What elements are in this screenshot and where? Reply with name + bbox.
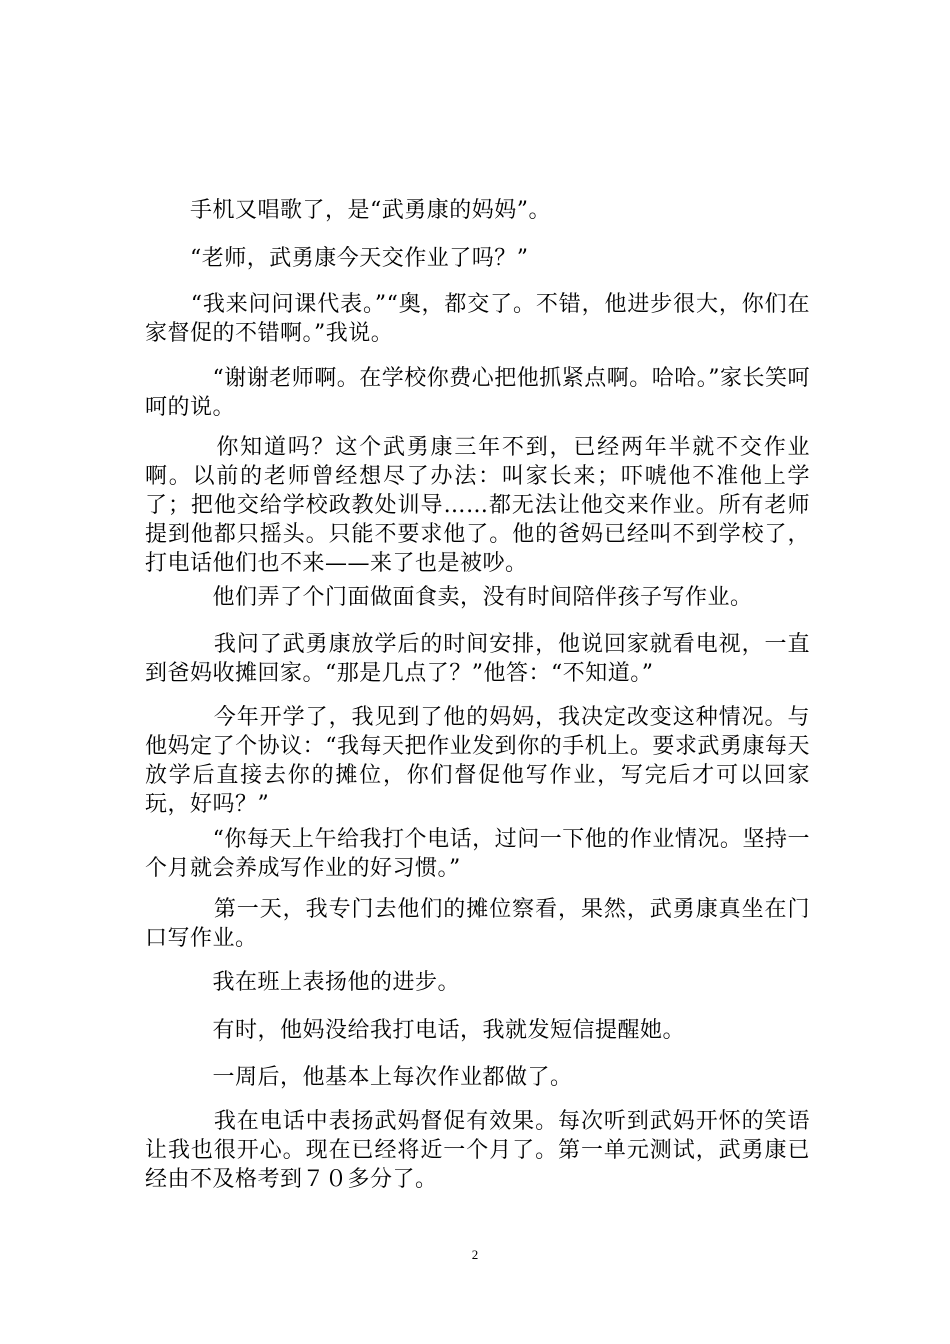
paragraph-11: 我在班上表扬他的进步。	[145, 970, 461, 995]
paragraph-1: 手机又唱歌了，是“武勇康的妈妈”。	[145, 198, 551, 223]
paragraph-10: 第一天，我专门去他们的摊位察看，果然，武勇康真坐在门口写作业。	[145, 897, 810, 951]
paragraph-6: 他们弄了个门面做面食卖，没有时间陪伴孩子写作业。	[145, 585, 753, 610]
paragraph-3: “我来问问课代表。”“奥，都交了。不错，他进步很大，你们在家督促的不错啊。”我说。	[145, 292, 810, 346]
paragraph-5: 你知道吗？这个武勇康三年不到，已经两年半就不交作业啊。以前的老师曾经想尽了办法：叫家长来；吓唬他不准他上学了；把他交给学校政教处训导……都无法让他交来作业。所有老师提到他都只摇头。只能不要求他了。他的爸妈已经叫不到学校了，打电话他们也不来——来了也是被吵。	[145, 435, 810, 576]
paragraph-2: “老师，武勇康今天交作业了吗？”	[145, 246, 529, 271]
paragraph-14: 我在电话中表扬武妈督促有效果。每次听到武妈开怀的笑语让我也很开心。现在已经将近一个月了。第一单元测试，武勇康已经由不及格考到７０多分了。	[145, 1109, 810, 1192]
paragraph-7: 我问了武勇康放学后的时间安排，他说回家就看电视，一直到爸妈收摊回家。“那是几点了？”他答：“不知道。”	[145, 632, 810, 686]
paragraph-8: 今年开学了，我见到了他的妈妈，我决定改变这种情况。与他妈定了个协议：“我每天把作业发到你的手机上。要求武勇康每天放学后直接去你的摊位，你们督促他写作业，写完后才可以回家玩，好吗？”	[145, 705, 810, 817]
paragraph-9: “你每天上午给我打个电话，过问一下他的作业情况。坚持一个月就会养成写作业的好习惯。”	[145, 827, 810, 881]
page-number: 2	[471, 1247, 479, 1262]
paragraph-4: “谢谢老师啊。在学校你费心把他抓紧点啊。哈哈。”家长笑呵呵的说。	[145, 366, 810, 420]
paragraph-12: 有时，他妈没给我打电话，我就发短信提醒她。	[145, 1018, 686, 1043]
paragraph-13: 一周后，他基本上每次作业都做了。	[145, 1065, 573, 1090]
